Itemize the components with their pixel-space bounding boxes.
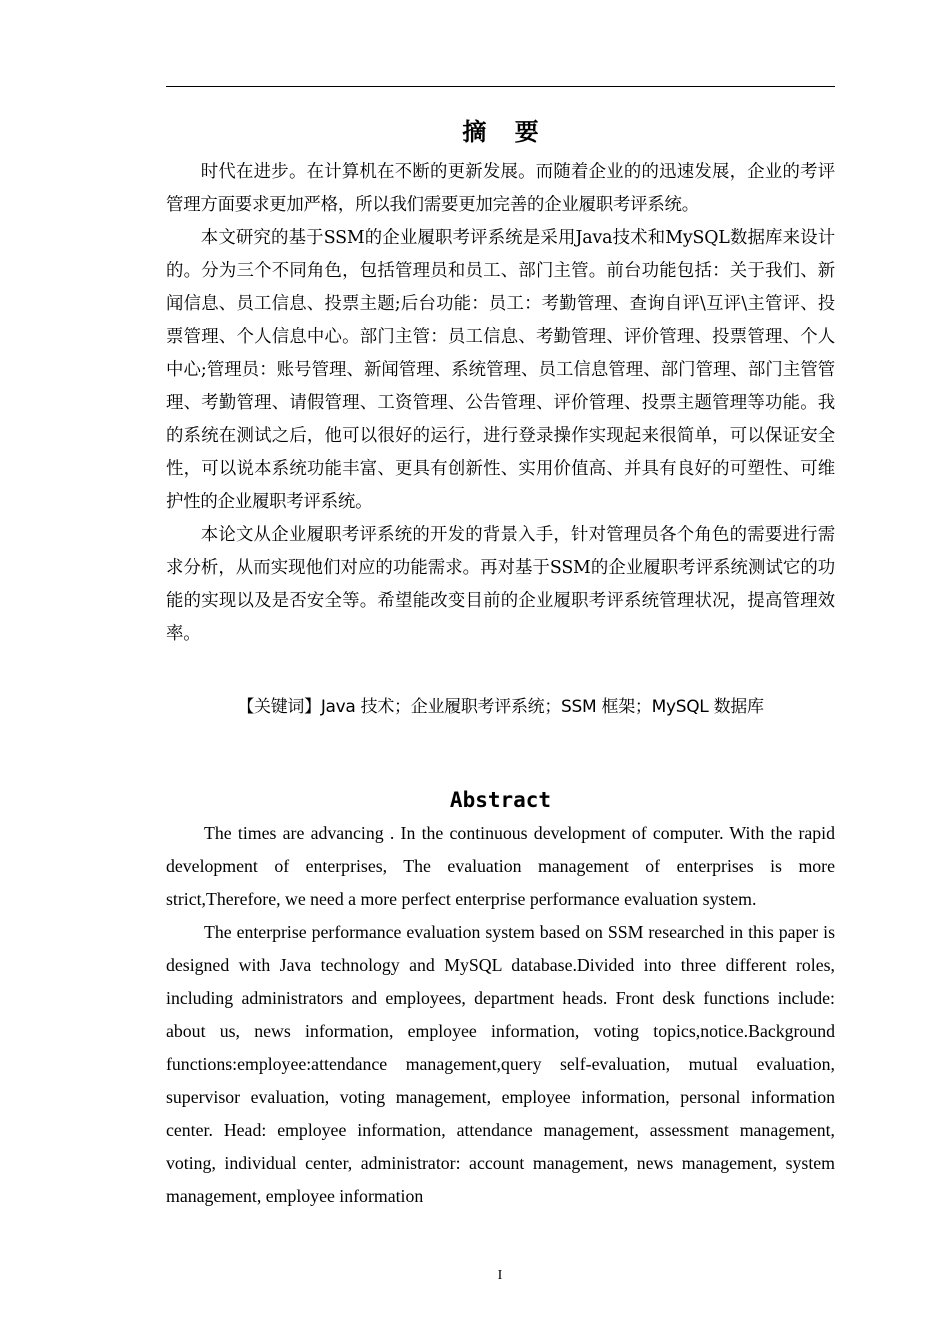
page-number: I [497,1268,503,1283]
page-content [166,108,835,1213]
chinese-abstract-paragraph-3: 本论文从企业履职考评系统的开发的背景入手，针对管理员各个角色的需要进行需求分析，从而实现他们对应的功能需求。再对基于SSM的企业履职考评系统测试它的功能的实现以及是否安全等。希望能改变目前的企业履职考评系统管理状况，提高管理效率。 [166,525,835,644]
chinese-abstract-paragraph-1: 时代在进步。在计算机在不断的更新发展。而随着企业的的迅速发展，企业的考评管理方面要求更加严格，所以我们需要更加完善的企业履职考评系统。 [166,162,835,215]
english-abstract-paragraph-1: The times are advancing . In the continuous development of computer. With the rapid development of enterprises, The evaluation management of enterprises is more strict,Therefore, we need a more perfect enterprise performance evaluation system. [166,823,835,909]
english-abstract-paragraph-2: The enterprise performance evaluation system based on SSM researched in this paper is designed with Java technology and MySQL database.Divided into three different roles, including administrators and employees, department heads. Front desk functions include: about us, news information, employee information, voting topics,notice.Background functions:employee:attendance management,query self-evaluation, mutual evaluation, supervisor evaluation, voting management, employee information, personal information center. Head: employee information, attendance management, assessment management, voting, individual center, administrator: account management, news management, system management, employee information [166,922,835,1206]
header-rule [166,86,835,87]
english-abstract-title: Abstract [449,788,552,812]
chinese-abstract-paragraph-2: 本文研究的基于SSM的企业履职考评系统是采用Java技术和MySQL数据库来设计的。分为三个不同角色，包括管理员和员工、部门主管。前台功能包括：关于我们、新闻信息、员工信息、投票主题;后台功能：员工：考勤管理、查询自评\互评\主管评、投票管理、个人信息中心。部门主管：员工信息、考勤管理、评价管理、投票管理、个人中心;管理员：账号管理、新闻管理、系统管理、员工信息管理、部门管理、部门主管管理、考勤管理、请假管理、工资管理、公告管理、评价管理、投票主题管理等功能。我的系统在测试之后，他可以很好的运行，进行登录操作实现起来很简单，可以保证安全性，可以说本系统功能丰富、更具有创新性、实用价值高、并具有良好的可塑性、可维护性的企业履职考评系统。 [166,228,835,512]
chinese-abstract-title: 摘 要 [462,118,549,146]
chinese-keywords: 【关键词】Java 技术；企业履职考评系统；SSM 框架；MySQL 数据库 [237,697,764,717]
